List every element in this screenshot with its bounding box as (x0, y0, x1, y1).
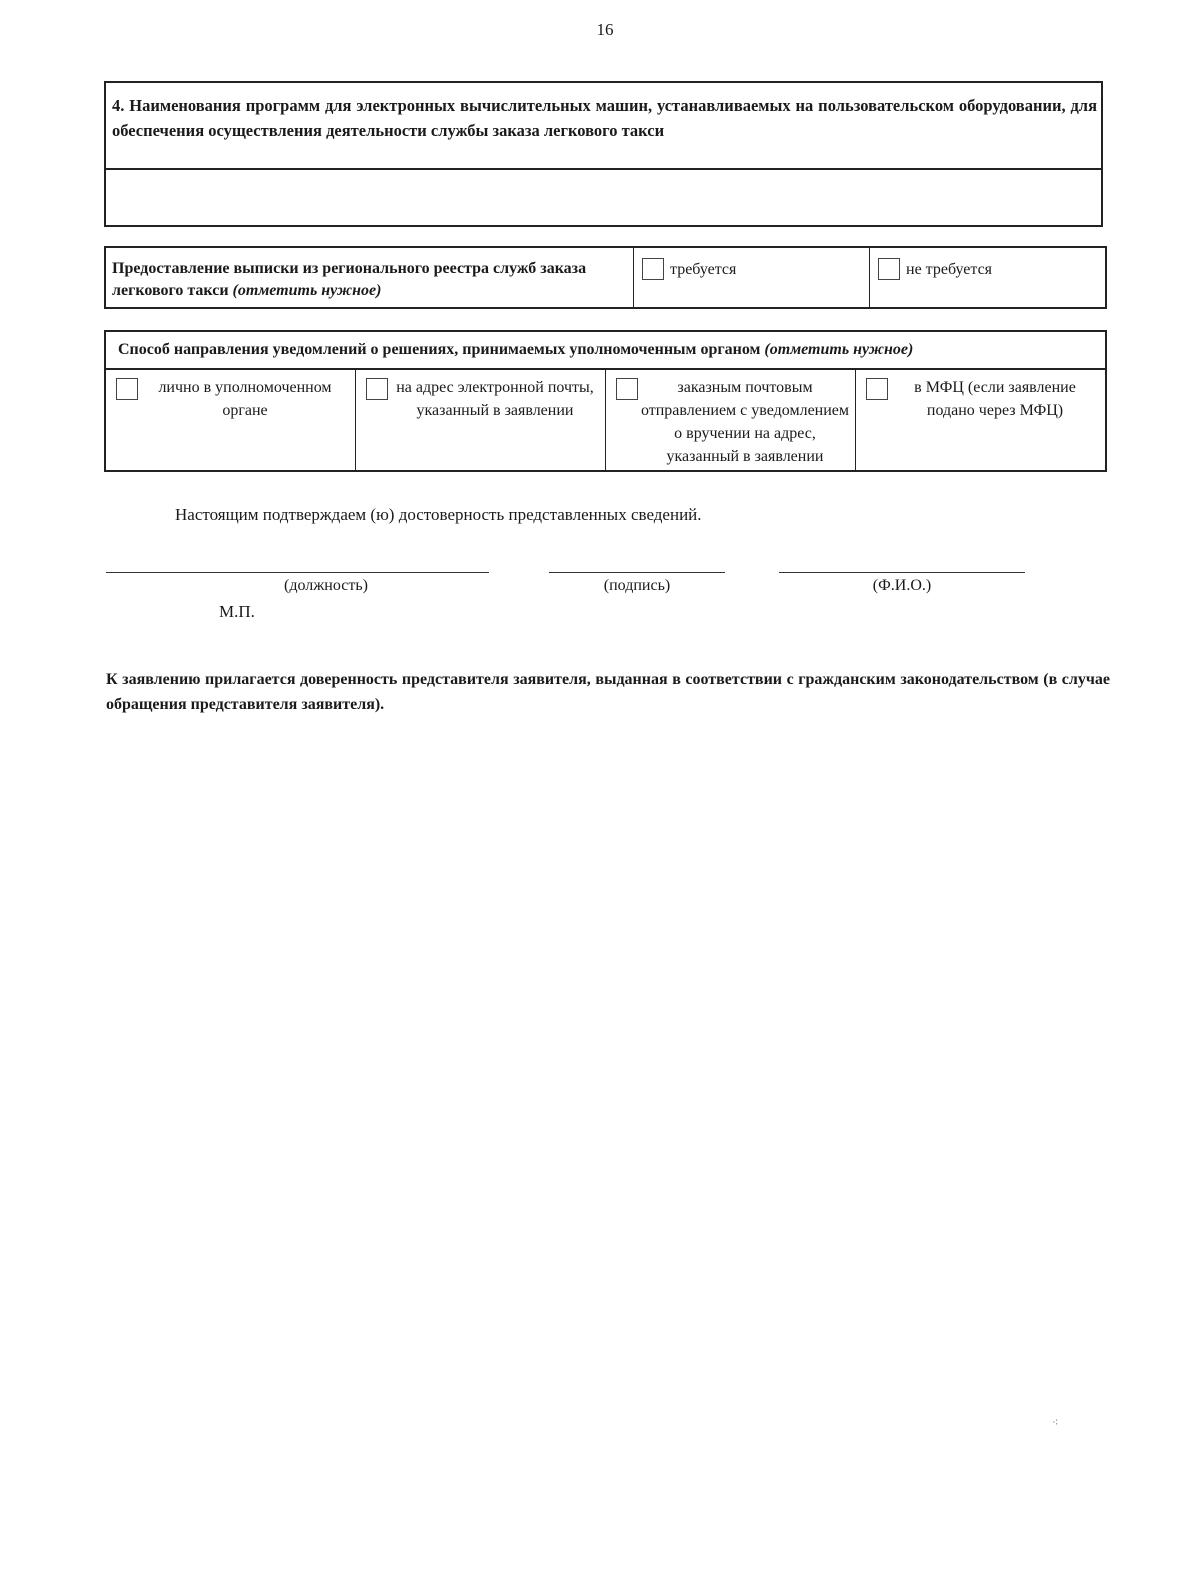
position-caption: (должность) (284, 577, 368, 594)
extract-not-required-option[interactable] (870, 248, 1105, 307)
notify-registered-mail-checkbox[interactable] (616, 378, 638, 400)
full-name-signature-line[interactable] (779, 572, 1025, 573)
software-names-answer-field[interactable] (106, 170, 1101, 227)
register-extract-label-cell (106, 248, 634, 307)
signature-caption: (подпись) (603, 577, 671, 594)
extract-required-label: требуется (670, 261, 737, 278)
notification-method-table (104, 330, 1107, 472)
extract-not-required-checkbox[interactable] (878, 258, 900, 280)
page-number: 16 (596, 20, 614, 39)
register-extract-table (104, 246, 1107, 309)
extract-required-checkbox[interactable] (642, 258, 664, 280)
notify-in-person-checkbox[interactable] (116, 378, 138, 400)
notify-in-person-option[interactable] (106, 370, 356, 470)
notify-email-option[interactable] (356, 370, 606, 470)
extract-not-required-label: не требуется (906, 261, 993, 278)
signature-line[interactable] (549, 572, 725, 573)
notification-method-title: Способ направления уведомлений о решениях, принимаемых уполномоченным органом (118, 341, 761, 358)
register-extract-note: (отметить нужное) (232, 282, 382, 299)
software-names-title: 4. Наименования программ для электронных вычислительных машин, устанавливаемых на пользовательском оборудовании, для обеспечения осуществления деятельности службы заказа легкового такси (106, 83, 1101, 170)
notify-email-checkbox[interactable] (366, 378, 388, 400)
stamp-place-label: М.П. (219, 602, 255, 621)
confirmation-statement: Настоящим подтверждаем (ю) достоверность представленных сведений. (175, 505, 702, 524)
position-signature-line[interactable] (106, 572, 489, 573)
attachment-note: К заявлению прилагается доверенность представителя заявителя, выданная в соответствии с гражданским законодательством (в случае обращения представителя заявителя). (106, 671, 1110, 713)
notify-email-label: на адрес электронной почты, указанный в заявлении (396, 379, 594, 419)
notification-method-header (106, 332, 1105, 370)
notify-in-person-label: лично в уполномоченном органе (158, 379, 332, 419)
notify-mfc-label: в МФЦ (если заявление подано через МФЦ) (914, 379, 1076, 419)
notify-mfc-checkbox[interactable] (866, 378, 888, 400)
notify-mfc-option[interactable] (856, 370, 1105, 470)
notify-registered-mail-label: заказным почтовым отправлением с уведомлением о вручении на адрес, указанный в заявлении (640, 379, 850, 465)
scan-speck: ⁖ (1052, 1417, 1059, 1429)
notification-method-note: (отметить нужное) (764, 341, 914, 358)
register-extract-label: Предоставление выписки из регионального реестра служб заказа легкового такси (112, 260, 587, 299)
extract-required-option[interactable] (634, 248, 870, 307)
full-name-caption: (Ф.И.О.) (872, 577, 932, 594)
notify-registered-mail-option[interactable] (606, 370, 856, 470)
software-names-section (104, 81, 1103, 227)
